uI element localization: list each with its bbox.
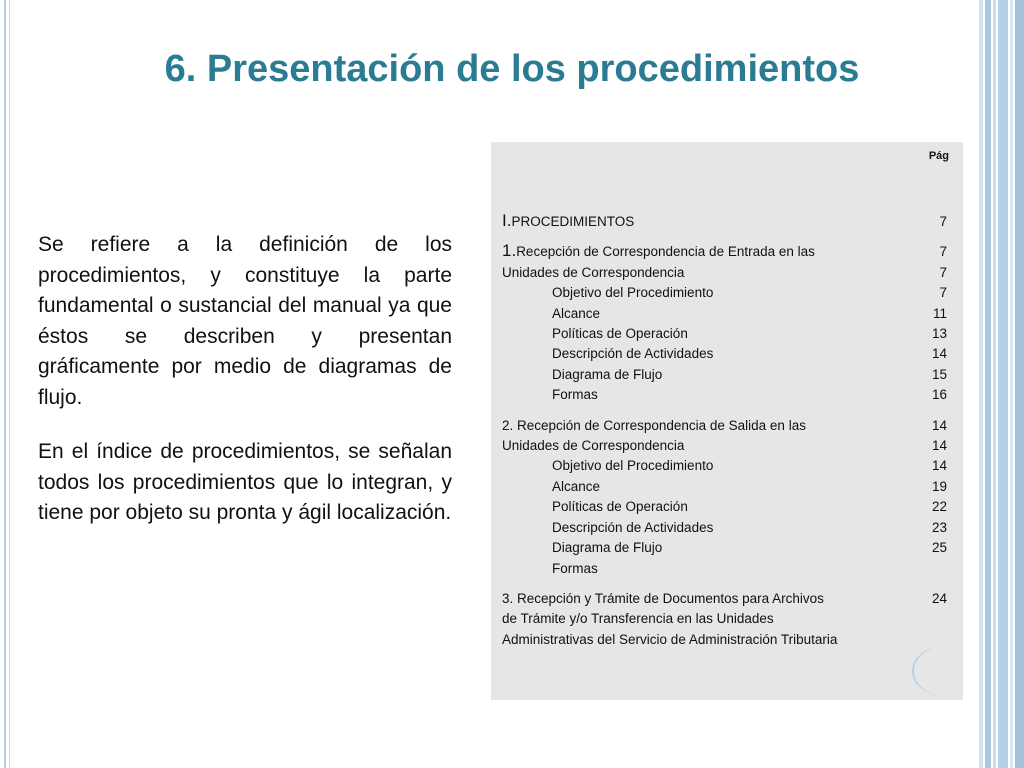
toc-row-label: de Trámite y/o Transferencia en las Unidades: [502, 611, 774, 627]
toc-row-label: Unidades de Correspondencia: [502, 264, 685, 280]
toc-sections: [502, 212, 947, 660]
toc-row: [502, 344, 947, 364]
toc-row-page: 14: [931, 458, 947, 474]
toc-row: [502, 497, 947, 517]
toc-row-label: Políticas de Operación: [552, 499, 688, 515]
toc-row: [502, 630, 947, 650]
toc-row-label: Administrativas del Servicio de Administración Tributaria: [502, 631, 838, 647]
slide-title: 6. Presentación de los procedimientos: [164, 48, 860, 90]
toc-row-page: 23: [931, 519, 947, 535]
toc-row-page: 24: [931, 590, 947, 606]
toc-row-page: 15: [931, 366, 947, 382]
toc-section-number: I.: [502, 211, 512, 230]
toc-row-label: 2. Recepción de Correspondencia de Salida en las: [502, 417, 806, 433]
toc-section-1: [502, 242, 947, 405]
toc-row-label: Diagrama de Flujo: [552, 540, 663, 556]
toc-row: [502, 365, 947, 385]
toc-row: [502, 385, 947, 405]
toc-row-page: 13: [931, 326, 947, 342]
paragraph-2: En el índice de procedimientos, se señalan todos los procedimientos que lo integran, y tiene por objeto su pronta y ágil localización.: [38, 440, 452, 524]
toc-row-page: 16: [931, 387, 947, 403]
toc-row-page: 7: [939, 214, 947, 229]
toc-row-label: Diagrama de Flujo: [552, 366, 663, 382]
toc-row-page: 7: [939, 264, 947, 280]
toc-row: [502, 242, 947, 262]
toc-row-label: I.PROCEDIMIENTOS: [502, 211, 635, 230]
toc-section-number: 1.: [502, 241, 517, 261]
toc-row: [502, 456, 947, 476]
toc-row-label: Alcance: [552, 305, 601, 321]
toc-row-label: Objetivo del Procedimiento: [552, 285, 714, 301]
toc-row-label: Formas: [552, 387, 598, 403]
toc-row-page: 11: [932, 305, 947, 321]
toc-row: [502, 589, 947, 609]
toc-row-label: Alcance: [552, 478, 601, 494]
toc-row: [502, 304, 947, 324]
toc-section-2: [502, 416, 947, 579]
toc-page-header: Pág: [928, 150, 949, 162]
right-decor-stripe: [993, 0, 996, 768]
right-decor-stripe: [985, 0, 991, 768]
toc-section-3: [502, 589, 947, 650]
toc-row-label: Descripción de Actividades: [552, 346, 714, 362]
paragraph-1: Se refiere a la definición de los procedimientos, y constituye la parte fundamental o sustancial del manual ya que éstos se describen y presentan gráficamente por medio de diagramas de flujo.: [38, 233, 452, 409]
toc-row-label: Formas: [552, 560, 598, 576]
right-decor-stripe: [1015, 0, 1024, 768]
toc-section-0: [502, 212, 947, 232]
toc-row: [502, 518, 947, 538]
toc-row-page: 7: [939, 244, 947, 260]
toc-row-label: Objetivo del Procedimiento: [552, 458, 714, 474]
toc-row-label: Políticas de Operación: [552, 326, 688, 342]
toc-row-page: 14: [931, 346, 947, 362]
toc-row: [502, 559, 947, 579]
right-decor-stripe: [1010, 0, 1013, 768]
toc-row-label: 1.Recepción de Correspondencia de Entrada en las: [502, 241, 815, 261]
toc-index-box: [491, 142, 963, 700]
toc-row-page: [917, 609, 947, 629]
toc-row-page: 25: [931, 540, 947, 556]
toc-row-label: Unidades de Correspondencia: [502, 438, 685, 454]
right-decor-stripe: [998, 0, 1008, 768]
toc-row: [502, 436, 947, 456]
left-border-line: [4, 0, 6, 768]
toc-row: [502, 477, 947, 497]
toc-row: [502, 263, 947, 283]
toc-row-label: Descripción de Actividades: [552, 519, 714, 535]
toc-row: [502, 416, 947, 436]
toc-row: [502, 212, 947, 232]
toc-row: [502, 283, 947, 303]
toc-row-page: 7: [939, 285, 947, 301]
toc-row: [502, 538, 947, 558]
toc-row-page: 14: [931, 438, 947, 454]
toc-row-label: 3. Recepción y Trámite de Documentos para Archivos: [502, 590, 824, 606]
decorative-arc: [912, 645, 984, 697]
toc-row-page: 14: [931, 417, 947, 433]
toc-row-page: 22: [931, 499, 947, 515]
toc-row-page: 19: [931, 478, 947, 494]
left-border-line-inner: [9, 0, 10, 768]
body-text: [38, 230, 452, 553]
toc-row: [502, 609, 947, 629]
toc-row: [502, 324, 947, 344]
toc-row-page: [917, 559, 947, 579]
